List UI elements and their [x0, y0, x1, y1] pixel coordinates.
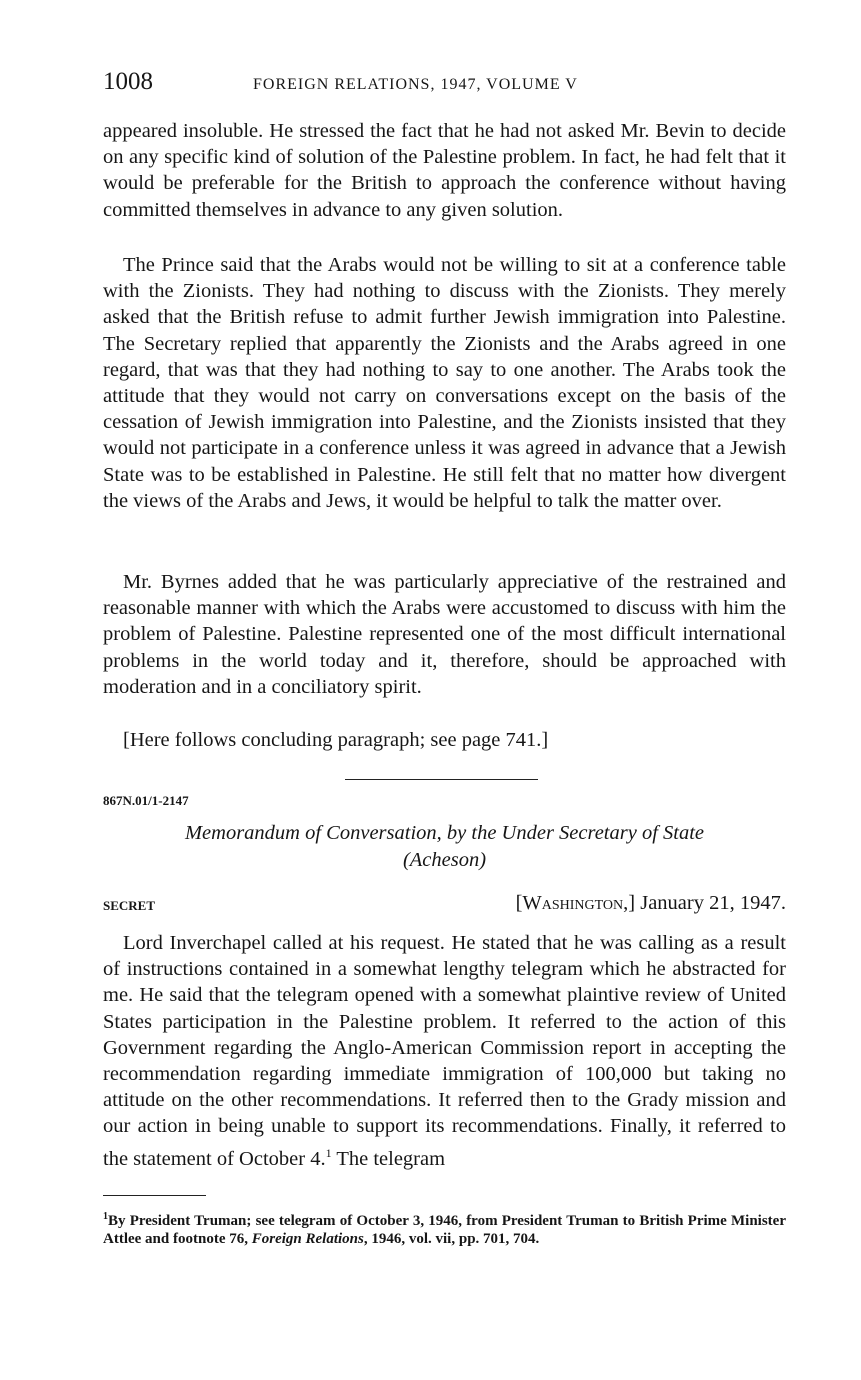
footnote-citation: Foreign Relations	[251, 1231, 364, 1247]
running-title: FOREIGN RELATIONS, 1947, VOLUME V	[253, 76, 578, 93]
body-paragraph: appeared insoluble. He stressed the fact that he had not asked Mr. Bevin to decide on any specific kind of solution of the Palestine problem. In fact, he had felt that it would be preferable for the British to approach the conference without having committed themselves in advance to any given solution.	[103, 120, 786, 221]
document-heading-line: Memorandum of Conversation, by the Under Secretary of State	[184, 822, 705, 844]
footnote-reference: 1	[325, 1145, 332, 1160]
classification-label: SECRET	[103, 898, 156, 913]
file-number: 867N.01/1-2147	[103, 793, 189, 808]
body-paragraph: The Prince said that the Arabs would not be willing to sit at a conference table with the Zionists. They had nothing to discuss with the Zionists. They merely asked that the British refuse to admit further Jewish immigration into Palestine. The Secretary replied that apparently the Zionists and the Arabs agreed in one regard, that was that they had nothing to say to one another. The Arabs took the attitude that they would not carry on conversations except on the basis of the cessation of Jewish immigration into Palestine, and the Zionists insisted that they would not participate in a conference unless it was agreed in advance that a Jewish State was to be established in Palestine. He still felt that no matter how divergent the views of the Arabs and Jews, it would be helpful to talk the matter over.	[103, 254, 786, 512]
dateline-bracket: ,]	[623, 892, 636, 914]
document-heading-author: (Acheson)	[402, 849, 487, 871]
dateline-bracket: [	[515, 892, 523, 914]
body-paragraph	[103, 930, 786, 1172]
dateline-date: January 21, 1947.	[640, 892, 786, 914]
running-header	[103, 68, 793, 102]
footnote-rule	[103, 1195, 206, 1196]
section-divider	[345, 779, 538, 780]
editorial-note: [Here follows concluding paragraph; see page 741.]	[123, 729, 549, 751]
footnote	[103, 1208, 786, 1248]
footnote-text: , 1946, vol. vii, pp. 701, 704.	[363, 1231, 540, 1247]
footnote-text: By President Truman; see telegram of October 3, 1946, from President Truman to British Prime Minister Attlee and footnote 76,	[103, 1213, 786, 1247]
footnote-mark: 1	[103, 1211, 108, 1222]
paragraph-text: The telegram	[331, 1147, 446, 1170]
dateline	[516, 892, 786, 915]
page-number: 1008	[103, 68, 153, 95]
document-heading	[103, 820, 786, 874]
dateline-place: Washington	[522, 892, 624, 914]
paragraph-text: Lord Inverchapel called at his request. He stated that he was calling as a result of instructions contained in a somewhat lengthy telegram which he abstracted for me. He said that the telegram opened with a somewhat plaintive review of United States participation in the Palestine problem. It referred to the action of this Government regarding the Anglo-American Commission report in accepting the recommendation regarding immediate immigration of 100,000 but taking no attitude on the other recommendations. It referred then to the Grady mission and our action in being unable to support its recommendations. Finally, it referred to the statement of October 4.	[103, 932, 786, 1170]
body-paragraph: Mr. Byrnes added that he was particularly appreciative of the restrained and reasonable manner with which the Arabs were accustomed to discuss with him the problem of Palestine. Palestine represented one of the most difficult international problems in the world today and it, therefore, should be approached with moderation and in a conciliatory spirit.	[103, 571, 786, 698]
